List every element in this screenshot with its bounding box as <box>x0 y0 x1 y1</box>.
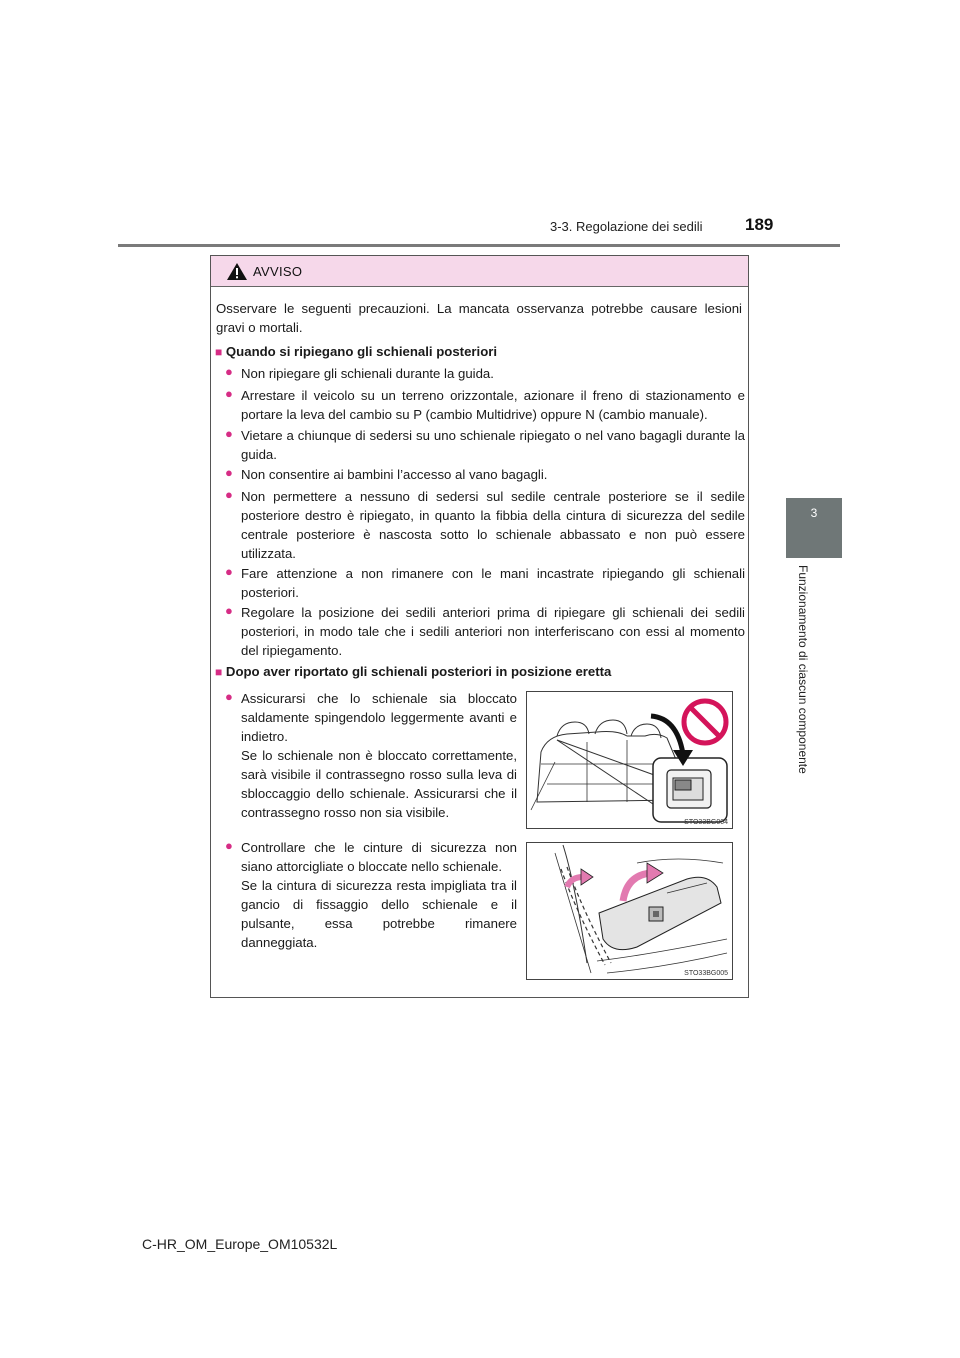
figure-seat-lock-check <box>526 691 733 829</box>
list-item-text: Assicurarsi che lo schienale sia bloccato saldamente spingendolo leggermente avanti e indietro. Se lo schienale non è bloccato correttamente, sarà visibile il contrassegno rosso sulla leva di sbloccaggio dello schienale. Assicurarsi che il contrassegno rosso non sia visibile. <box>241 691 517 820</box>
document-code: C-HR_OM_Europe_OM10532L <box>142 1236 338 1252</box>
bullet-dot-icon: ● <box>225 364 233 379</box>
bullet-dot-icon: ● <box>225 426 233 441</box>
list-item-text: Non ripiegare gli schienali durante la guida. <box>241 366 494 381</box>
list-item <box>225 426 745 464</box>
list-item <box>225 386 745 424</box>
section-heading-text: Dopo aver riportato gli schienali posteriori in posizione eretta <box>225 664 612 679</box>
section-heading-folding <box>215 342 497 362</box>
section-heading-upright <box>215 662 611 682</box>
list-item-text: Arrestare il veicolo su un terreno orizzontale, azionare il freno di stazionamento e portare la leva del cambio su P (cambio Multidrive) oppure N (cambio manuale). <box>241 388 745 422</box>
bullet-dot-icon: ● <box>225 487 233 502</box>
list-item <box>225 838 517 948</box>
page-number: 189 <box>745 215 774 234</box>
chapter-number: 3 <box>810 506 818 520</box>
list-item-text: Non permettere a nessuno di sedersi sul sedile centrale posteriore se il sedile posteriore destro è ripiegato, in quanto la fibbia della cintura di sicurezza del sedile centrale posteriore è nascosta sotto lo schienale abbassato e non può essere utilizzata. <box>241 489 745 561</box>
list-item-text: Vietare a chiunque di sedersi su uno schienale ripiegato o nel vano bagagli durante la guida. <box>241 428 745 462</box>
list-item-text: Fare attenzione a non rimanere con le mani incastrate ripiegando gli schienali posteriori. <box>241 566 745 600</box>
warning-title: AVVISO <box>253 264 303 279</box>
bullet-dot-icon: ● <box>225 564 233 579</box>
list-item <box>225 487 745 563</box>
seatbelt-illustration <box>527 843 732 979</box>
warning-header <box>211 256 748 287</box>
section-title: 3-3. Regolazione dei sedili <box>550 219 703 234</box>
bullet-dot-icon: ● <box>225 465 233 480</box>
bullet-dot-icon: ● <box>225 838 233 853</box>
figure-seatbelt-check <box>526 842 733 980</box>
list-item-text: Controllare che le cinture di sicurezza non siano attorcigliate o bloccate nello schienale. Se la cintura di sicurezza resta impigliata tra il gancio di fissaggio dello schienale e il pulsante, essa potrebbe rimanere danneggiata. <box>241 840 517 950</box>
bullet-dot-icon: ● <box>225 386 233 401</box>
bullet-square-icon: ■ <box>215 665 223 679</box>
list-item <box>225 564 745 602</box>
section-heading-text: Quando si ripiegano gli schienali posteriori <box>225 344 498 359</box>
figure-code: STO33BG005 <box>684 970 728 977</box>
warning-triangle-icon <box>226 262 248 281</box>
list-item <box>225 603 745 660</box>
prohibition-icon <box>684 701 726 743</box>
list-item <box>225 465 745 484</box>
header-divider <box>118 244 840 247</box>
bullet-dot-icon: ● <box>225 603 233 618</box>
list-item <box>225 364 745 383</box>
list-item-text: Regolare la posizione dei sedili anteriori prima di ripiegare gli schienali dei sedili posteriori, in modo tale che i sedili anteriori non interferiscano con essi al momento del ripiegamento. <box>241 605 745 658</box>
seat-illustration <box>527 692 732 828</box>
chapter-title: Funzionamento di ciascun componente <box>796 565 810 774</box>
bullet-square-icon: ■ <box>215 345 223 359</box>
warning-intro: Osservare le seguenti precauzioni. La mancata osservanza potrebbe causare lesioni gravi o mortali. <box>216 301 742 335</box>
warning-box <box>210 255 749 998</box>
figure-code: STO33BG004 <box>684 819 728 826</box>
list-item <box>225 689 517 829</box>
list-item-text: Non consentire ai bambini l’accesso al vano bagagli. <box>241 467 548 482</box>
bullet-dot-icon: ● <box>225 689 233 704</box>
